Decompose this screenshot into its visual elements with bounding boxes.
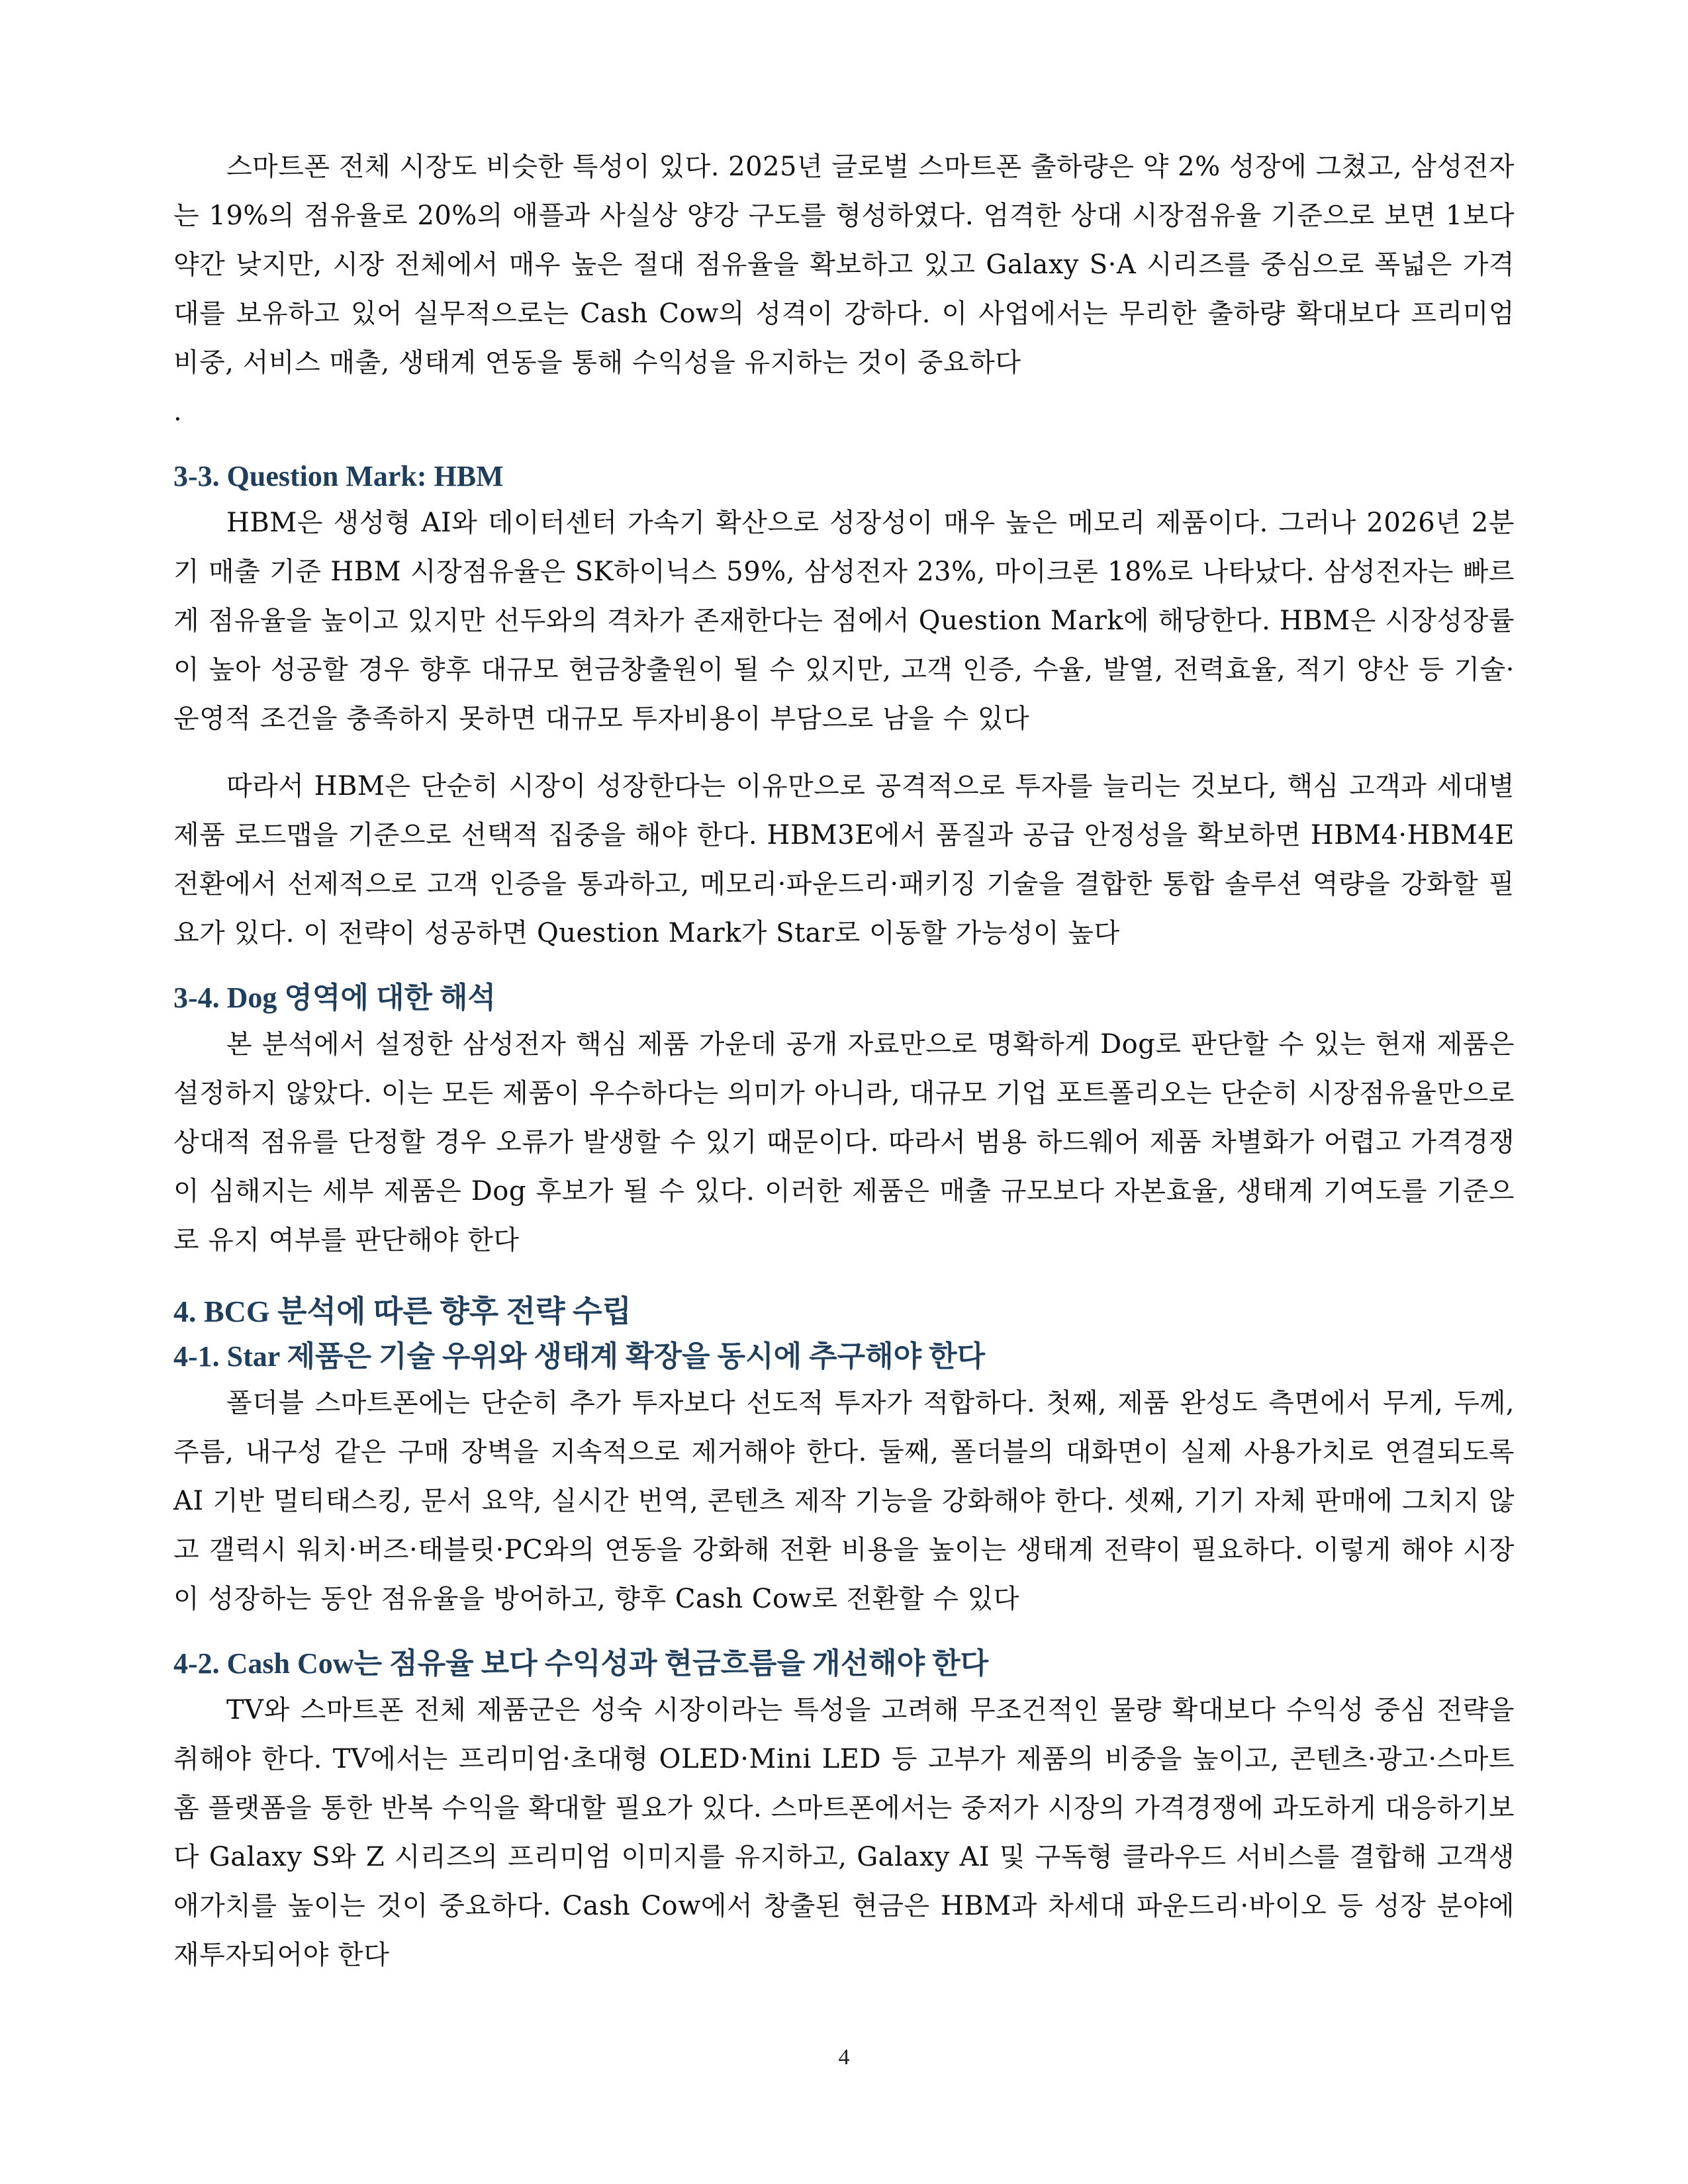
body-paragraph: TV와 스마트폰 전체 제품군은 성숙 시장이라는 특성을 고려해 무조건적인 물량 확대보다 수익성 중심 전략을 취해야 한다. TV에서는 프리미엄·초대형 OLED·Mini LED 등 고부가 제품의 비중을 높이고, 콘텐츠·광고·스마트홈 플랫폼을 통한 반복 수익을 확대할 필요가 있다. 스마트폰에서는 중저가 시장의 가격경쟁에 과도하게 대응하기보다 Galaxy S와 Z 시리즈의 프리미엄 이미지를 유지하고, Galaxy AI 및 구독형 클라우드 서비스를 결합해 고객생애가치를 높이는 것이 중요하다. Cash Cow에서 창출된 현금은 HBM과 차세대 파운드리·바이오 등 성장 분야에 재투자되어야 한다 xyxy=(173,1695,1515,1970)
section-heading-4: 4. BCG 분석에 따른 향후 전략 수립 xyxy=(173,1295,632,1328)
body-paragraph: 본 분석에서 설정한 삼성전자 핵심 제품 가운데 공개 자료만으로 명확하게 Dog로 판단할 수 있는 현재 제품은 설정하지 않았다. 이는 모든 제품이 우수하다는 의미가 아니라, 대규모 기업 포트폴리오는 단순히 시장점유율만으로 상대적 점유를 단정할 경우 오류가 발생할 수 있기 때문이다. 따라서 범용 하드웨어 제품 차별화가 어렵고 가격경쟁이 심해지는 세부 제품은 Dog 후보가 될 수 있다. 이러한 제품은 매출 규모보다 자본효율, 생태계 기여도를 기준으로 유지 여부를 판단해야 한다 xyxy=(173,1029,1515,1255)
body-paragraph: . xyxy=(173,396,183,427)
body-paragraph: HBM은 생성형 AI와 데이터센터 가속기 확산으로 성장성이 매우 높은 메모리 제품이다. 그러나 2026년 2분기 매출 기준 HBM 시장점유율은 SK하이닉스 59%, 삼성전자 23%, 마이크론 18%로 나타났다. 삼성전자는 빠르게 점유율을 높이고 있지만 선두와의 격차가 존재한다는 점에서 Question Mark에 해당한다. HBM은 시장성장률이 높아 성공할 경우 향후 대규모 현금창출원이 될 수 있지만, 고객 인증, 수율, 발열, 전력효율, 적기 양산 등 기술·운영적 조건을 충족하지 못하면 대규모 투자비용이 부담으로 남을 수 있다 xyxy=(173,508,1515,734)
section-heading-3-3: 3-3. Question Mark: HBM xyxy=(173,460,504,492)
section-heading-4-1: 4-1. Star 제품은 기술 우위와 생태계 확장을 동시에 추구해야 한다 xyxy=(173,1340,986,1373)
body-paragraph: 스마트폰 전체 시장도 비슷한 특성이 있다. 2025년 글로벌 스마트폰 출하량은 약 2% 성장에 그쳤고, 삼성전자는 19%의 점유율로 20%의 애플과 사실상 양강 구도를 형성하였다. 엄격한 상대 시장점유율 기준으로 보면 1보다 약간 낮지만, 시장 전체에서 매우 높은 절대 점유율을 확보하고 있고 Galaxy S·A 시리즈를 중심으로 폭넓은 가격대를 보유하고 있어 실무적으로는 Cash Cow의 성격이 강하다. 이 사업에서는 무리한 출하량 확대보다 프리미엄 비중, 서비스 매출, 생태계 연동을 통해 수익성을 유지하는 것이 중요하다 xyxy=(173,152,1515,378)
body-paragraph: 따라서 HBM은 단순히 시장이 성장한다는 이유만으로 공격적으로 투자를 늘리는 것보다, 핵심 고객과 세대별 제품 로드맵을 기준으로 선택적 집중을 해야 한다. HBM3E에서 품질과 공급 안정성을 확보하면 HBM4·HBM4E 전환에서 선제적으로 고객 인증을 통과하고, 메모리·파운드리·패키징 기술을 결합한 통합 솔루션 역량을 강화할 필요가 있다. 이 전략이 성공하면 Question Mark가 Star로 이동할 가능성이 높다 xyxy=(173,771,1515,948)
section-heading-3-4: 3-4. Dog 영역에 대한 해석 xyxy=(173,981,496,1014)
body-paragraph: 폴더블 스마트폰에는 단순히 추가 투자보다 선도적 투자가 적합하다. 첫째, 제품 완성도 측면에서 무게, 두께, 주름, 내구성 같은 구매 장벽을 지속적으로 제거해야 한다. 둘째, 폴더블의 대화면이 실제 사용가치로 연결되도록 AI 기반 멀티태스킹, 문서 요약, 실시간 번역, 콘텐츠 제작 기능을 강화해야 한다. 셋째, 기기 자체 판매에 그치지 않고 갤럭시 워치·버즈·태블릿·PC와의 연동을 강화해 전환 비용을 높이는 생태계 전략이 필요하다. 이렇게 해야 시장이 성장하는 동안 점유율을 방어하고, 향후 Cash Cow로 전환할 수 있다 xyxy=(173,1388,1515,1614)
page-number: 4 xyxy=(838,2045,850,2070)
section-heading-4-2: 4-2. Cash Cow는 점유율 보다 수익성과 현금흐름을 개선해야 한다 xyxy=(173,1647,989,1680)
